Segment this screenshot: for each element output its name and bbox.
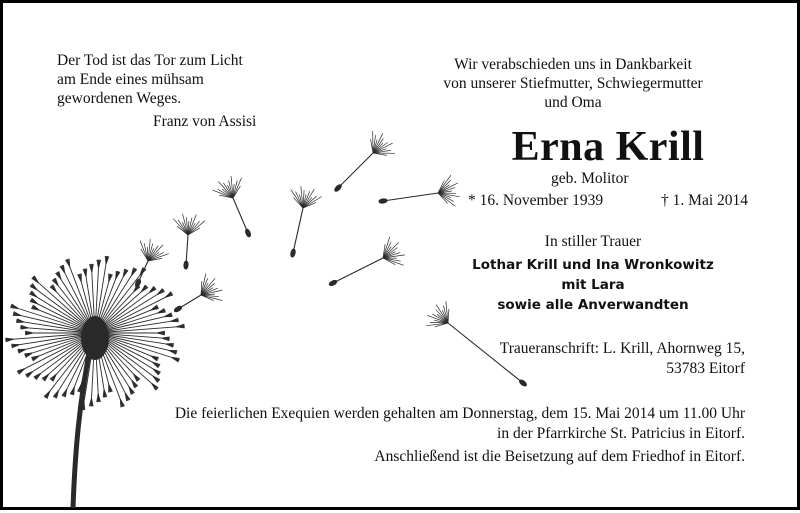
quote — [57, 51, 243, 108]
mourner-line: sowie alle Anverwandten — [443, 295, 743, 315]
life-dates — [468, 192, 748, 210]
quote-line: am Ende eines mühsam — [57, 70, 243, 89]
birth-date: * 16. November 1939 — [468, 192, 603, 210]
ceremony-line: in der Pfarrkirche St. Patricius in Eitorf. — [175, 424, 745, 444]
ceremony-info — [175, 404, 745, 444]
mourning-heading: In stiller Trauer — [443, 233, 743, 251]
ceremony-line: Die feierlichen Exequien werden gehalten am Donnerstag, dem 15. Mai 2014 um 11.00 Uhr — [175, 404, 745, 424]
death-date: † 1. Mai 2014 — [661, 192, 748, 210]
intro-text — [423, 55, 723, 112]
quote-line: Der Tod ist das Tor zum Licht — [57, 51, 243, 70]
intro-line: von unserer Stiefmutter, Schwiegermutter — [423, 74, 723, 93]
mourner-line: Lothar Krill und Ina Wronkowitz — [443, 255, 743, 275]
mourning-address — [500, 339, 745, 379]
deceased-name: Erna Krill — [463, 124, 753, 170]
address-line: Traueranschrift: L. Krill, Ahornweg 15, — [500, 339, 745, 359]
mourners-list — [443, 255, 743, 315]
quote-line: gewordenen Weges. — [57, 89, 243, 108]
intro-line: und Oma — [423, 93, 723, 112]
birth-name: geb. Molitor — [551, 170, 629, 188]
address-line: 53783 Eitorf — [500, 359, 745, 379]
quote-author: Franz von Assisi — [153, 113, 256, 131]
intro-line: Wir verabschieden uns in Dankbarkeit — [423, 55, 723, 74]
burial-info: Anschließend ist die Beisetzung auf dem Friedhof in Eitorf. — [374, 448, 745, 466]
mourner-line: mit Lara — [443, 275, 743, 295]
